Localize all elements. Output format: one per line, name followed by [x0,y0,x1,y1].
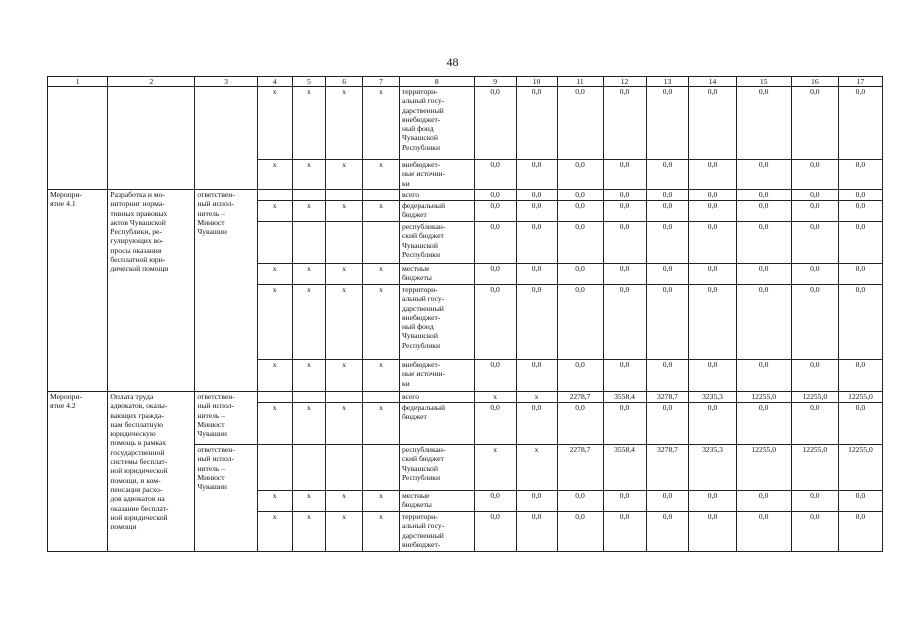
value-cell: 0,0 [557,160,603,190]
value-cell: 0,0 [736,190,791,201]
value-cell: 0,0 [791,264,838,285]
x-mark-cell: x [326,491,363,512]
value-cell: 0,0 [474,285,516,360]
x-mark-cell: x [292,201,326,222]
value-cell: 0,0 [791,491,838,512]
value-cell: 0,0 [516,360,557,392]
value-cell: 0,0 [516,87,557,160]
x-mark-cell: x [292,87,326,160]
value-cell: 0,0 [516,160,557,190]
x-mark-cell [363,445,400,491]
value-cell: 2278,7 [557,445,603,491]
x-mark-cell: x [326,403,363,445]
source-cell: внебюджет- ные источни- ки [399,360,474,392]
value-cell: 3558,4 [603,392,646,403]
value-cell: 0,0 [603,360,646,392]
value-cell: 0,0 [689,201,736,222]
x-mark-cell [292,222,326,264]
value-cell: x [516,445,557,491]
col-header: 15 [736,77,791,87]
value-cell: 0,0 [646,360,689,392]
value-cell: 0,0 [603,190,646,201]
x-mark-cell [292,445,326,491]
source-cell: территори- альный госу- дарственный внебюджет- ный фонд Чувашской Республики [399,285,474,360]
x-mark-cell: x [292,512,326,552]
value-cell: 0,0 [791,160,838,190]
x-mark-cell: x [292,403,326,445]
col-header: 1 [48,77,108,87]
source-cell: территори- альный госу- дарственный внебюджет- ный фонд Чувашской Республики [399,87,474,160]
col-header: 10 [516,77,557,87]
value-cell: 12255,0 [736,445,791,491]
value-cell: 0,0 [736,160,791,190]
col-header: 6 [326,77,363,87]
x-mark-cell: x [257,360,292,392]
value-cell: 0,0 [838,160,882,190]
value-cell: 12255,0 [838,392,882,403]
value-cell: 0,0 [838,264,882,285]
col-header: 4 [257,77,292,87]
value-cell: 0,0 [736,201,791,222]
value-cell: 0,0 [474,87,516,160]
activity-desc: Оплата труда адвокатов, оказы- вающих гражда- нам бесплатную юридическую помощь в рамках государственной системы бесплат- ной юридической помощи, и ком- пенсация расхо- дов адвокатов на оказание бесплат- ной юридической помощи [108,392,195,552]
col-header: 11 [557,77,603,87]
x-mark-cell [363,222,400,264]
value-cell: 0,0 [791,201,838,222]
table-row [48,392,883,403]
value-cell: 0,0 [689,403,736,445]
value-cell: 0,0 [689,360,736,392]
value-cell: 0,0 [838,285,882,360]
table-row [48,87,883,160]
value-cell: 0,0 [791,285,838,360]
value-cell: 0,0 [516,403,557,445]
value-cell: 3235,3 [689,445,736,491]
value-cell: 3278,7 [646,445,689,491]
source-cell: республикан- ский бюджет Чувашской Республики [399,222,474,264]
cont-cell [195,87,257,190]
x-mark-cell [257,445,292,491]
table-row [48,190,883,201]
responsible: ответствен- ный испол- нитель – Минюст Чувашии [195,190,257,392]
x-mark-cell [326,445,363,491]
value-cell: 0,0 [838,87,882,160]
source-cell: внебюджет- ные источни- ки [399,160,474,190]
col-header: 13 [646,77,689,87]
header-row [48,77,883,87]
value-cell: 0,0 [646,264,689,285]
value-cell: 0,0 [838,222,882,264]
value-cell: 0,0 [516,190,557,201]
activity-name: Меропри- ятие 4.1 [48,190,108,392]
value-cell: 0,0 [646,512,689,552]
value-cell: 0,0 [557,491,603,512]
value-cell: 0,0 [646,491,689,512]
x-mark-cell: x [257,264,292,285]
value-cell: 0,0 [736,360,791,392]
value-cell: 0,0 [736,87,791,160]
source-cell: республикан- ский бюджет Чувашской Республики [399,445,474,491]
value-cell: 3235,3 [689,392,736,403]
value-cell: 0,0 [736,285,791,360]
x-mark-cell: x [363,491,400,512]
source-cell: всего [399,392,474,403]
value-cell: 0,0 [557,512,603,552]
responsible: ответствен- ный испол- нитель – Минюст Чувашии [195,445,257,552]
value-cell: 0,0 [557,264,603,285]
source-cell: федеральный бюджет [399,403,474,445]
x-mark-cell: x [326,512,363,552]
x-mark-cell [257,222,292,264]
x-mark-cell: x [292,285,326,360]
source-cell: территори- альный госу- дарственный внебюджет- [399,512,474,552]
col-header: 2 [108,77,195,87]
cont-cell [108,87,195,190]
x-mark-cell: x [292,160,326,190]
col-header: 5 [292,77,326,87]
x-mark-cell: x [326,285,363,360]
x-mark-cell: x [326,160,363,190]
value-cell: 2278,7 [557,392,603,403]
value-cell: 0,0 [791,222,838,264]
value-cell: 0,0 [646,87,689,160]
value-cell: 0,0 [736,512,791,552]
value-cell: 0,0 [791,190,838,201]
value-cell: 0,0 [603,285,646,360]
value-cell: 0,0 [516,512,557,552]
value-cell: 0,0 [557,190,603,201]
value-cell: 0,0 [689,264,736,285]
value-cell: 0,0 [689,222,736,264]
value-cell: 0,0 [557,222,603,264]
value-cell: 3278,7 [646,392,689,403]
value-cell: 3558,4 [603,445,646,491]
value-cell: 0,0 [646,285,689,360]
value-cell: 0,0 [838,491,882,512]
x-mark-cell: x [257,491,292,512]
col-header: 12 [603,77,646,87]
page-number: 48 [446,55,459,69]
value-cell: 0,0 [474,160,516,190]
x-mark-cell: x [363,360,400,392]
x-mark-cell: x [257,512,292,552]
budget-table [47,76,883,552]
value-cell: 0,0 [474,512,516,552]
x-mark-cell: x [363,201,400,222]
x-mark-cell: x [257,201,292,222]
col-header: 9 [474,77,516,87]
value-cell: 0,0 [689,87,736,160]
x-mark-cell [257,190,292,201]
value-cell: 0,0 [474,201,516,222]
x-mark-cell [326,222,363,264]
x-mark-cell [363,190,400,201]
value-cell: 0,0 [838,360,882,392]
value-cell: 0,0 [474,360,516,392]
value-cell: 0,0 [603,87,646,160]
value-cell: 0,0 [646,222,689,264]
x-mark-cell: x [257,160,292,190]
x-mark-cell: x [326,87,363,160]
value-cell: 0,0 [474,491,516,512]
value-cell: 0,0 [603,160,646,190]
value-cell: x [474,392,516,403]
value-cell: 0,0 [689,190,736,201]
x-mark-cell: x [326,201,363,222]
value-cell: 0,0 [603,264,646,285]
value-cell: 0,0 [646,160,689,190]
source-cell: местные бюджеты [399,264,474,285]
value-cell: 0,0 [791,360,838,392]
x-mark-cell: x [363,512,400,552]
value-cell: 0,0 [646,190,689,201]
x-mark-cell: x [363,87,400,160]
x-mark-cell: x [257,87,292,160]
activity-name: Меропри- ятие 4.2 [48,392,108,552]
value-cell: 0,0 [557,360,603,392]
value-cell: 0,0 [516,285,557,360]
value-cell: 0,0 [736,264,791,285]
value-cell: 12255,0 [736,392,791,403]
x-mark-cell: x [363,285,400,360]
value-cell: 0,0 [474,222,516,264]
value-cell: 0,0 [689,160,736,190]
value-cell: 0,0 [689,512,736,552]
value-cell: 0,0 [516,222,557,264]
value-cell: 0,0 [603,222,646,264]
value-cell: 0,0 [603,201,646,222]
x-mark-cell [292,190,326,201]
source-cell: местные бюджеты [399,491,474,512]
value-cell: 0,0 [474,403,516,445]
value-cell: 12255,0 [838,445,882,491]
col-header: 14 [689,77,736,87]
value-cell: 0,0 [516,491,557,512]
value-cell: 0,0 [603,491,646,512]
value-cell: 0,0 [838,403,882,445]
x-mark-cell: x [326,264,363,285]
value-cell: 0,0 [646,201,689,222]
x-mark-cell [326,392,363,403]
value-cell: x [516,392,557,403]
value-cell: 0,0 [603,403,646,445]
value-cell: 0,0 [474,264,516,285]
value-cell: 0,0 [557,285,603,360]
value-cell: 0,0 [838,201,882,222]
x-mark-cell [326,190,363,201]
value-cell: 0,0 [646,403,689,445]
x-mark-cell: x [326,360,363,392]
value-cell: 0,0 [516,201,557,222]
source-cell: всего [399,190,474,201]
value-cell: 0,0 [689,285,736,360]
x-mark-cell: x [292,360,326,392]
x-mark-cell [292,392,326,403]
x-mark-cell: x [363,264,400,285]
value-cell: 0,0 [791,512,838,552]
value-cell: 0,0 [838,190,882,201]
col-header: 16 [791,77,838,87]
value-cell: 0,0 [736,491,791,512]
activity-desc: Разработка и мо- ниторинг норма- тивных правовых актов Чувашской Республики, ре- гулирующих во- просы оказания бесплатной юри- дической помощи [108,190,195,392]
x-mark-cell: x [292,491,326,512]
col-header: 3 [195,77,257,87]
value-cell: 0,0 [474,190,516,201]
value-cell: 0,0 [516,264,557,285]
x-mark-cell [363,392,400,403]
value-cell: 0,0 [557,87,603,160]
x-mark-cell: x [257,285,292,360]
value-cell: 12255,0 [791,445,838,491]
x-mark-cell: x [363,160,400,190]
x-mark-cell: x [292,264,326,285]
source-cell: федеральный бюджет [399,201,474,222]
value-cell: 0,0 [838,512,882,552]
x-mark-cell [257,392,292,403]
value-cell: 0,0 [736,222,791,264]
col-header: 7 [363,77,400,87]
value-cell: 0,0 [689,491,736,512]
col-header: 17 [838,77,882,87]
value-cell: x [474,445,516,491]
value-cell: 0,0 [603,512,646,552]
col-header: 8 [399,77,474,87]
responsible: ответствен- ный испол- нитель – Минюст Чувашии [195,392,257,445]
value-cell: 0,0 [557,403,603,445]
x-mark-cell: x [363,403,400,445]
cont-cell [48,87,108,190]
value-cell: 0,0 [557,201,603,222]
value-cell: 12255,0 [791,392,838,403]
x-mark-cell: x [257,403,292,445]
value-cell: 0,0 [736,403,791,445]
value-cell: 0,0 [791,403,838,445]
value-cell: 0,0 [791,87,838,160]
